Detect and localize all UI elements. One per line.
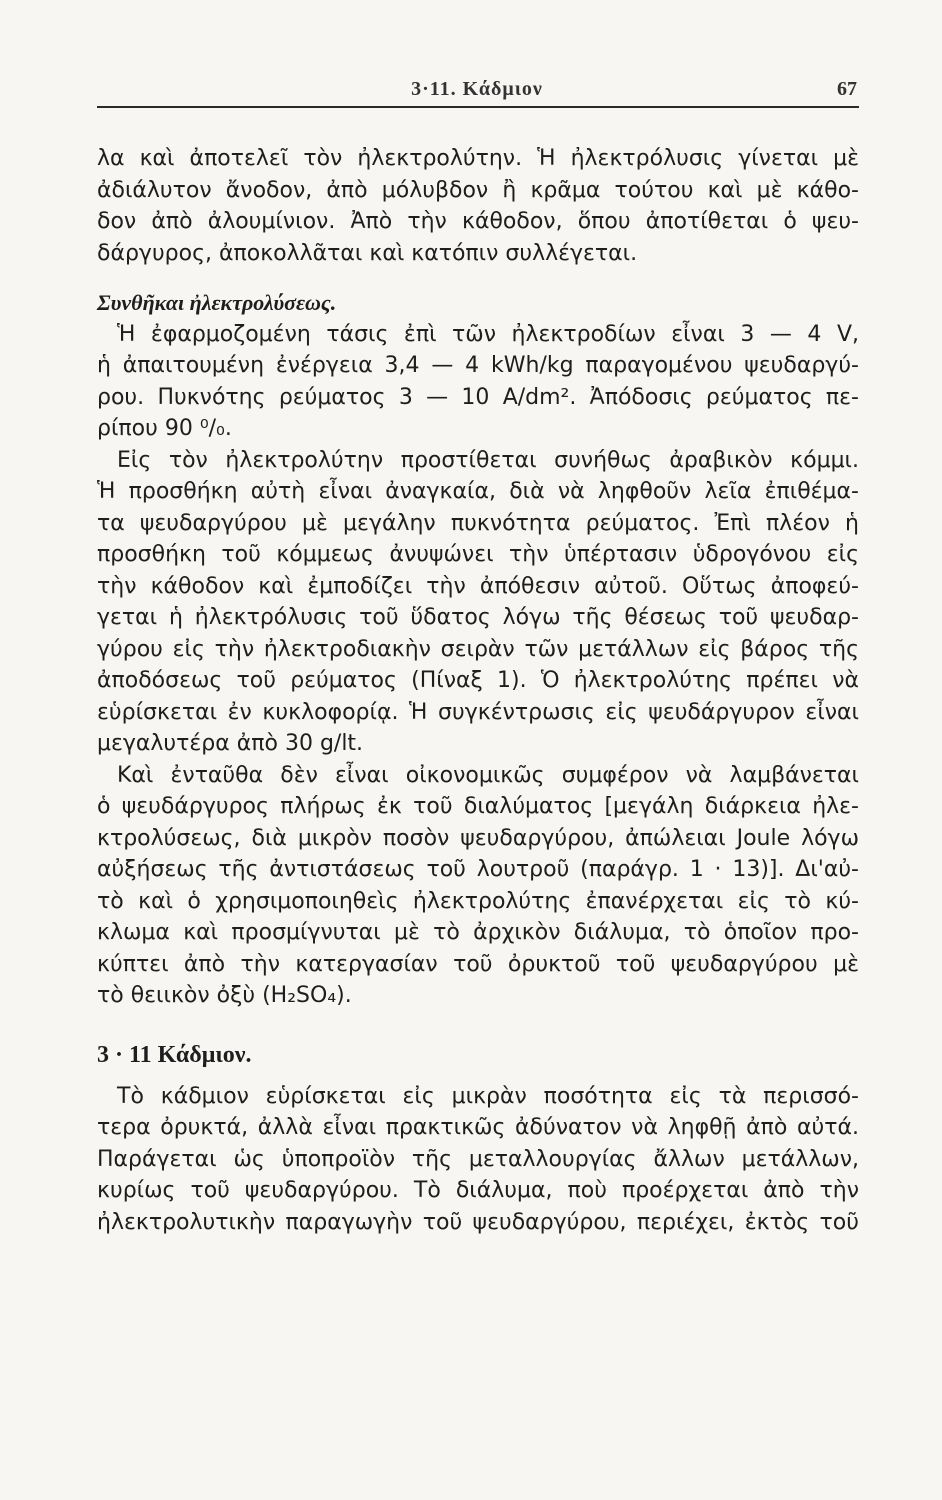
text-line: μεγαλυτέρα ἀπὸ 30 g/lt. [97, 731, 364, 756]
text-line: γεται ἡ ἠλεκτρόλυσις τοῦ ὕδατος λόγω τῆς θέσεως τοῦ ψευδαρ- [97, 605, 859, 630]
subheading: Συνθῆκαι ἠλεκτρολύσεως. [97, 290, 337, 315]
text-line: αὐξήσεως τῆς ἀντιστάσεως τοῦ λουτροῦ (παράγρ. 1 · 13)]. Δι'αὐ- [97, 857, 859, 882]
text-line: λα καὶ ἀποτελεῖ τὸν ἠλεκτρολύτην. Ἡ ἠλεκτρόλυσις γίνεται μὲ [97, 146, 859, 171]
text-line: Παράγεται ὡς ὑποπροϊὸν τῆς μεταλλουργίας ἄλλων μετάλλων, [97, 1146, 859, 1172]
running-head [97, 76, 857, 106]
running-head-title: 3·11. Κάδμιον [411, 78, 543, 100]
text-line: εὑρίσκεται ἐν κυκλοφορίᾳ. Ἡ συγκέντρωσις εἰς ψευδάργυρον εἶναι [97, 699, 859, 725]
text-line: Εἰς τὸν ἠλεκτρολύτην προστίθεται συνήθως ἀραβικὸν κόμμι. [117, 447, 859, 473]
text-line: δάργυρος, ἀποκολλᾶται καὶ κατόπιν συλλέγεται. [97, 240, 638, 266]
text-line: γύρου εἰς τὴν ἠλεκτροδιακὴν σειρὰν τῶν μετάλλων εἰς βάρος τῆς [97, 636, 859, 662]
text-line: τὸ καὶ ὁ χρησιμοποιηθεὶς ἠλεκτρολύτης ἐπανέρχεται εἰς τὸ κύ- [97, 888, 859, 914]
text-line: Ἡ προσθήκη αὐτὴ εἶναι ἀναγκαία, διὰ νὰ ληφθοῦν λεῖα ἐπιθέμα- [97, 479, 859, 504]
text-line: ρου. Πυκνότης ρεύματος 3 — 10 A/dm². Ἀπόδοσις ρεύματος πε- [97, 384, 859, 410]
text-line: ἀποδόσεως τοῦ ρεύματος (Πίναξ 1). Ὁ ἠλεκτρολύτης πρέπει νὰ [97, 668, 859, 693]
text-line: κλωμα καὶ προσμίγνυται μὲ τὸ ἀρχικὸν διάλυμα, τὸ ὁποῖον προ- [97, 920, 859, 945]
text-line: κτρολύσεως, διὰ μικρὸν ποσὸν ψευδαργύρου, ἀπώλειαι Joule λόγω [97, 825, 859, 851]
text-line: τὴν κάθοδον καὶ ἐμποδίζει τὴν ἀπόθεσιν αὐτοῦ. Οὕτως ἀποφεύ- [97, 573, 859, 599]
text-line: προσθήκη τοῦ κόμμεως ἀνυψώνει τὴν ὑπέρτασιν ὑδρογόνου εἰς [97, 542, 859, 567]
text-line: Καὶ ἐνταῦθα δὲν εἶναι οἰκονομικῶς συμφέρον νὰ λαμβάνεται [117, 762, 859, 788]
text-line: ὁ ψευδάργυρος πλήρως ἐκ τοῦ διαλύματος [μεγάλη διάρκεια ἠλε- [97, 794, 859, 819]
text-line: τὸ θειικὸν ὀξὺ (H₂SO₄). [97, 983, 352, 1008]
body-text [97, 143, 859, 1238]
text-line: Τὸ κάδμιον εὑρίσκεται εἰς μικρὰν ποσότητα εἰς τὰ περισσό- [117, 1083, 859, 1109]
section-heading: 3 · 11 Κάδμιον. [97, 1041, 252, 1068]
text-line: κυρίως τοῦ ψευδαργύρου. Τὸ διάλυμα, ποὺ προέρχεται ἀπὸ τὴν [97, 1178, 859, 1203]
text-line: τερα ὀρυκτά, ἀλλὰ εἶναι πρακτικῶς ἀδύνατον νὰ ληφθῇ ἀπὸ αὐτά. [97, 1115, 859, 1140]
text-line: δον ἀπὸ ἀλουμίνιον. Ἀπὸ τὴν κάθοδον, ὅπου ἀποτίθεται ὁ ψευ- [97, 209, 859, 234]
text-line: Ἡ ἐφαρμοζομένη τάσις ἐπὶ τῶν ἠλεκτροδίων εἶναι 3 — 4 V, [117, 321, 859, 347]
text-line: τα ψευδαργύρου μὲ μεγάλην πυκνότητα ρεύματος. Ἐπὶ πλέον ἡ [97, 510, 859, 536]
text-line: ἡ ἀπαιτουμένη ἐνέργεια 3,4 — 4 kWh/kg παραγομένου ψευδαργύ- [97, 353, 859, 378]
text-line: ρίπου 90 ⁰/₀. [97, 416, 232, 441]
text-line: ἠλεκτρολυτικὴν παραγωγὴν τοῦ ψευδαργύρου, περιέχει, ἐκτὸς τοῦ [97, 1209, 859, 1235]
text-line: κύπτει ἀπὸ τὴν κατεργασίαν τοῦ ὀρυκτοῦ τοῦ ψευδαργύρου μὲ [97, 951, 859, 977]
text-line: ἀδιάλυτον ἄνοδον, ἀπὸ μόλυβδον ἢ κρᾶμα τούτου καὶ μὲ κάθο- [97, 177, 859, 203]
page-number: 67 [837, 78, 857, 100]
header-rule [97, 106, 859, 108]
